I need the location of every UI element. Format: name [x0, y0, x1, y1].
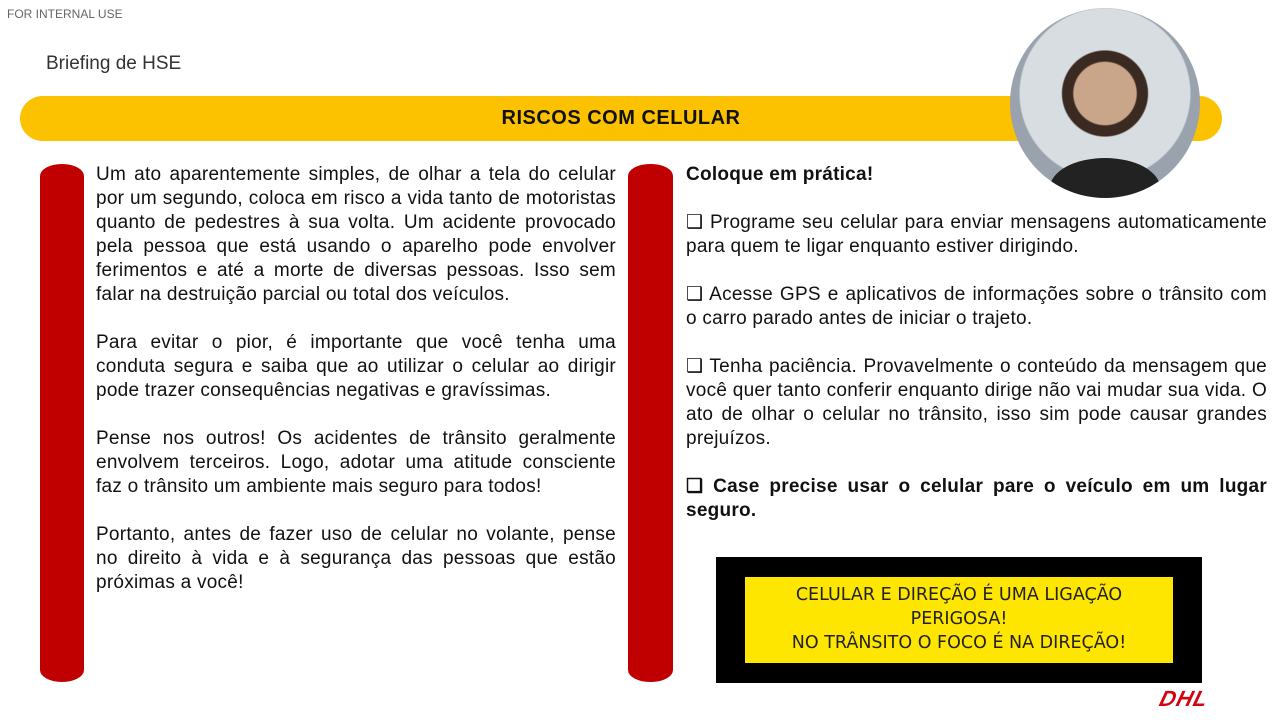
warning-line: CELULAR E DIREÇÃO É UMA LIGAÇÃO	[795, 585, 1123, 605]
warning-line: PERIGOSA!	[910, 609, 1008, 629]
classification-label: FOR INTERNAL USE	[7, 7, 123, 21]
left-text-column	[96, 163, 616, 619]
list-item: ❑ Tenha paciência. Provavelmente o conteúdo da mensagem que você quer tanto conferir enquanto dirige não vai mudar sua vida. O ato de olhar o celular no trânsito, isso sim pode causar grandes prejuízos.	[686, 356, 1267, 449]
practice-heading: Coloque em prática!	[686, 164, 874, 185]
slide-title: RISCOS COM CELULAR	[501, 107, 741, 129]
paragraph: Para evitar o pior, é importante que você tenha uma conduta segura e saiba que ao utilizar o celular ao dirigir pode trazer consequências negativas e gravíssimas.	[96, 332, 616, 401]
right-accent-bar	[628, 164, 673, 682]
dhl-logo: DHL	[1156, 686, 1212, 711]
list-item: ❑ Case precise usar o celular pare o veículo em um lugar seguro.	[686, 476, 1267, 521]
left-accent-bar	[40, 164, 84, 682]
warning-line: NO TRÂNSITO O FOCO É NA DIREÇÃO!	[791, 633, 1127, 653]
list-item: ❑ Acesse GPS e aplicativos de informações sobre o trânsito com o carro parado antes de iniciar o trajeto.	[686, 284, 1267, 329]
right-text-column	[686, 163, 1267, 547]
paragraph: Um ato aparentemente simples, de olhar a tela do celular por um segundo, coloca em risco a vida tanto de motoristas quanto de pedestres à sua volta. Um acidente provocado pela pessoa que está usando o aparelho pode envolver ferimentos e até a morte de diversas pessoas. Isso sem falar na destruição parcial ou total dos veículos.	[96, 164, 616, 305]
warning-sign	[716, 557, 1202, 683]
list-item: ❑ Programe seu celular para enviar mensagens automaticamente para quem te ligar enquanto estiver dirigindo.	[686, 212, 1267, 257]
slide-subtitle: Briefing de HSE	[46, 53, 182, 74]
paragraph: Portanto, antes de fazer uso de celular no volante, pense no direito à vida e à segurança das pessoas que estão próximas a você!	[96, 524, 616, 593]
paragraph: Pense nos outros! Os acidentes de trânsito geralmente envolvem terceiros. Logo, adotar uma atitude consciente faz o trânsito um ambiente mais seguro para todos!	[96, 428, 616, 497]
